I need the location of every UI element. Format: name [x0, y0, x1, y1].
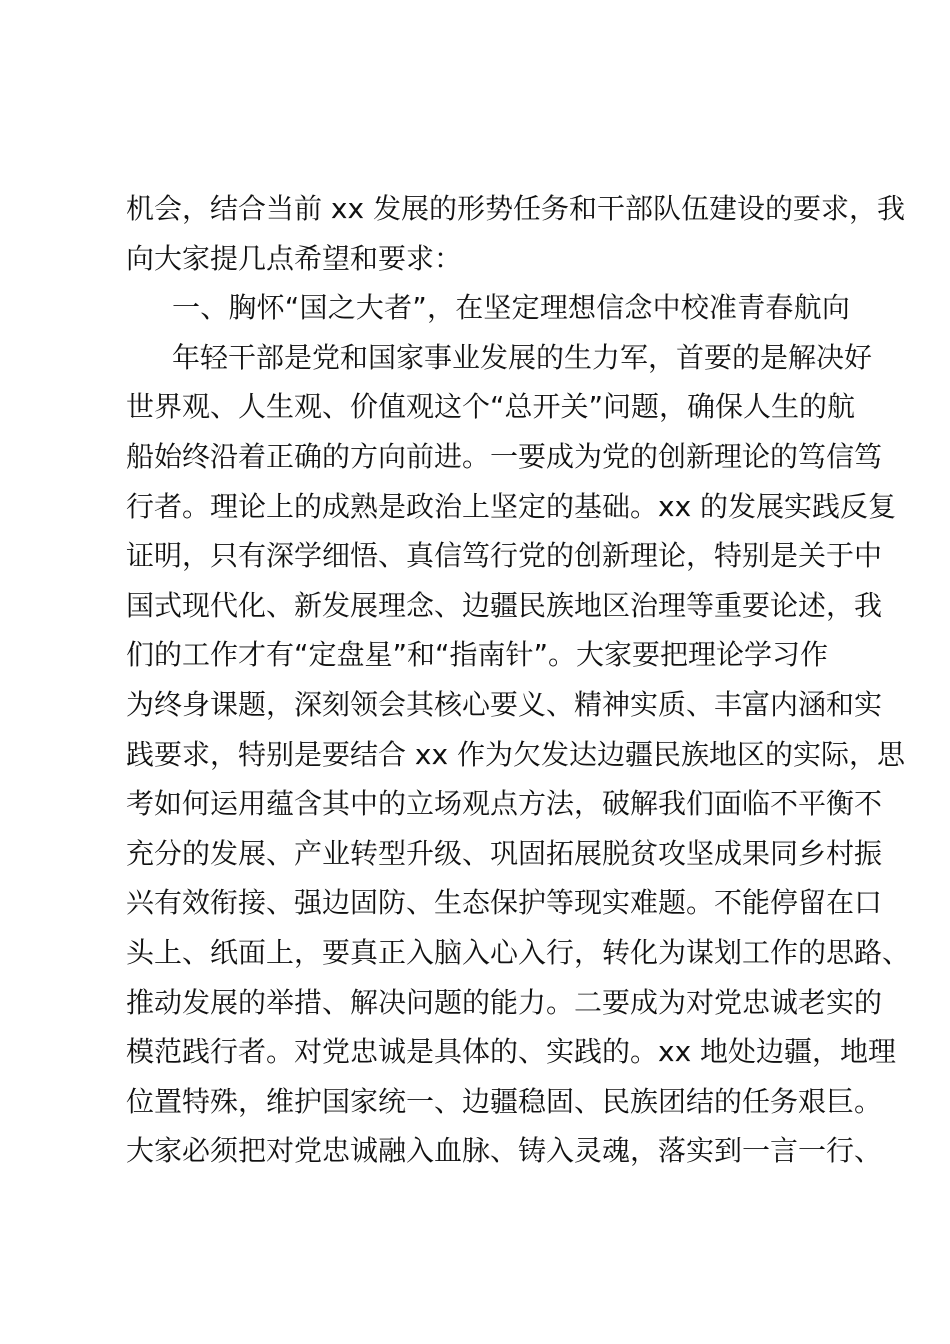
- document-body: [126, 184, 911, 1176]
- paragraph-line: 充分的发展、产业转型升级、巩固拓展脱贫攻坚成果同乡村振: [126, 836, 883, 870]
- paragraph-line: 们的工作才有“定盘星”和“指南针”。大家要把理论学习作: [126, 638, 829, 672]
- paragraph-line: 年轻干部是党和国家事业发展的生力军，首要的是解决好: [172, 340, 873, 374]
- paragraph-line: 为终身课题，深刻领会其核心要义、精神实质、丰富内涵和实: [126, 687, 883, 721]
- paragraph-line: 世界观、人生观、价值观这个“总开关”问题，确保人生的航: [126, 390, 856, 424]
- paragraph-line: 向大家提几点希望和要求：: [126, 241, 463, 275]
- paragraph-line: 国式现代化、新发展理念、边疆民族地区治理等重要论述，我: [126, 588, 883, 622]
- paragraph-line: 机会，结合当前 xx 发展的形势任务和干部队伍建设的要求，我: [126, 192, 905, 225]
- paragraph-line: 船始终沿着正确的方向前进。一要成为党的创新理论的笃信笃: [126, 439, 883, 473]
- paragraph-line: 模范践行者。对党忠诚是具体的、实践的。xx 地处边疆，地理: [126, 1035, 897, 1069]
- paragraph-line: 位置特殊，维护国家统一、边疆稳固、民族团结的任务艰巨。: [126, 1084, 883, 1118]
- paragraph-line: 兴有效衔接、强边固防、生态保护等现实难题。不能停留在口: [126, 886, 883, 920]
- paragraph-line: 推动发展的举措、解决问题的能力。二要成为对党忠诚老实的: [126, 985, 883, 1019]
- paragraph-line: 考如何运用蕴含其中的立场观点方法，破解我们面临不平衡不: [126, 787, 883, 821]
- paragraph-line: 践要求，特别是要结合 xx 作为欠发达边疆民族地区的实际，思: [126, 737, 905, 771]
- paragraph-line: 头上、纸面上，要真正入脑入心入行，转化为谋划工作的思路、: [126, 935, 911, 969]
- paragraph-line: 大家必须把对党忠诚融入血脉、铸入灵魂，落实到一言一行、: [126, 1134, 883, 1168]
- paragraph-line: 行者。理论上的成熟是政治上坚定的基础。xx 的发展实践反复: [126, 489, 897, 523]
- paragraph-line: 证明，只有深学细悟、真信笃行党的创新理论，特别是关于中: [126, 539, 883, 573]
- section-heading: 一、胸怀“国之大者”，在坚定理想信念中校准青春航向: [172, 291, 851, 325]
